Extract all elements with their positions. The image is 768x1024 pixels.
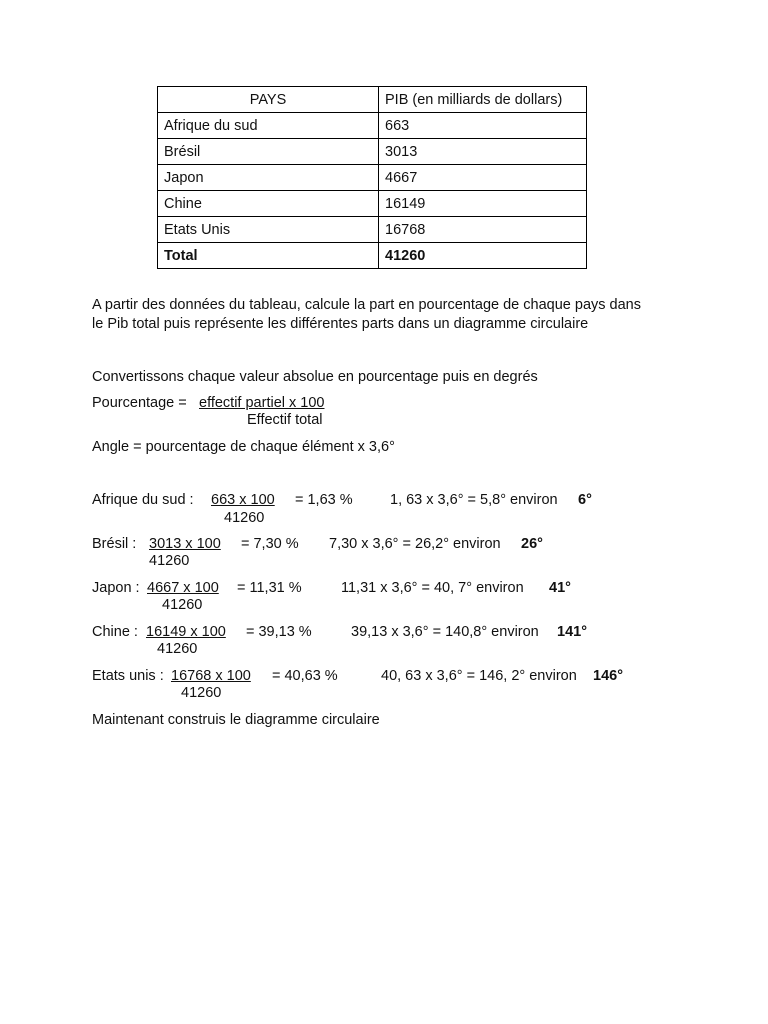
country-cell: Etats Unis: [158, 217, 379, 243]
table-row: [158, 139, 587, 165]
calc-numerator: 663 x 100: [211, 492, 275, 508]
gdp-cell: 16768: [379, 217, 587, 243]
calc-angle-computation: 40, 63 x 3,6° = 146, 2° environ: [381, 668, 577, 684]
total-label-cell: Total: [158, 243, 379, 269]
calc-denominator: 41260: [149, 553, 190, 569]
calc-percent: = 40,63 %: [272, 668, 338, 684]
table-row: [158, 191, 587, 217]
percentage-numerator: effectif partiel x 100: [199, 395, 325, 411]
calc-angle-computation: 1, 63 x 3,6° = 5,8° environ: [390, 492, 558, 508]
calc-percent: = 7,30 %: [241, 536, 299, 552]
method-intro: Convertissons chaque valeur absolue en pourcentage puis en degrés: [92, 369, 538, 385]
country-cell: Chine: [158, 191, 379, 217]
calc-numerator: 16768 x 100: [171, 668, 251, 684]
table-row: [158, 165, 587, 191]
angle-formula: Angle = pourcentage de chaque élément x 3,6°: [92, 439, 395, 455]
calc-angle-result: 41°: [549, 580, 571, 596]
calc-denominator: 41260: [162, 597, 203, 613]
gdp-cell: 16149: [379, 191, 587, 217]
calc-angle-computation: 11,31 x 3,6° = 40, 7° environ: [341, 580, 524, 596]
calc-label: Afrique du sud :: [92, 492, 194, 508]
instruction-line-1: A partir des données du tableau, calcule la part en pourcentage de chaque pays dans: [92, 297, 641, 313]
country-cell: Japon: [158, 165, 379, 191]
table-row: [158, 217, 587, 243]
calc-numerator: 4667 x 100: [147, 580, 219, 596]
calc-angle-result: 6°: [578, 492, 592, 508]
closing-instruction: Maintenant construis le diagramme circulaire: [92, 712, 380, 728]
calc-angle-result: 26°: [521, 536, 543, 552]
table-row: [158, 113, 587, 139]
country-cell: Afrique du sud: [158, 113, 379, 139]
calc-denominator: 41260: [181, 685, 222, 701]
calc-percent: = 39,13 %: [246, 624, 312, 640]
calc-numerator: 16149 x 100: [146, 624, 226, 640]
gdp-cell: 4667: [379, 165, 587, 191]
country-cell: Brésil: [158, 139, 379, 165]
total-value-cell: 41260: [379, 243, 587, 269]
calc-angle-computation: 7,30 x 3,6° = 26,2° environ: [329, 536, 501, 552]
calc-label: Etats unis :: [92, 668, 164, 684]
calc-denominator: 41260: [157, 641, 198, 657]
calc-angle-result: 141°: [557, 624, 587, 640]
table-total-row: [158, 243, 587, 269]
calc-angle-computation: 39,13 x 3,6° = 140,8° environ: [351, 624, 539, 640]
calc-angle-result: 146°: [593, 668, 623, 684]
calc-percent: = 11,31 %: [237, 580, 302, 596]
calc-numerator: 3013 x 100: [149, 536, 221, 552]
percentage-label: Pourcentage =: [92, 395, 187, 411]
calc-label: Brésil :: [92, 536, 137, 552]
calc-percent: = 1,63 %: [295, 492, 353, 508]
column-header-gdp: PIB (en milliards de dollars): [379, 87, 587, 113]
instruction-line-2: le Pib total puis représente les différentes parts dans un diagramme circulaire: [92, 316, 589, 332]
calc-label: Japon :: [92, 580, 140, 596]
gdp-cell: 3013: [379, 139, 587, 165]
table-header-row: [158, 87, 587, 113]
calc-label: Chine :: [92, 624, 138, 640]
column-header-country: PAYS: [158, 87, 379, 113]
gdp-cell: 663: [379, 113, 587, 139]
calc-denominator: 41260: [224, 510, 265, 526]
gdp-table: [157, 86, 587, 269]
percentage-denominator: Effectif total: [247, 412, 323, 428]
